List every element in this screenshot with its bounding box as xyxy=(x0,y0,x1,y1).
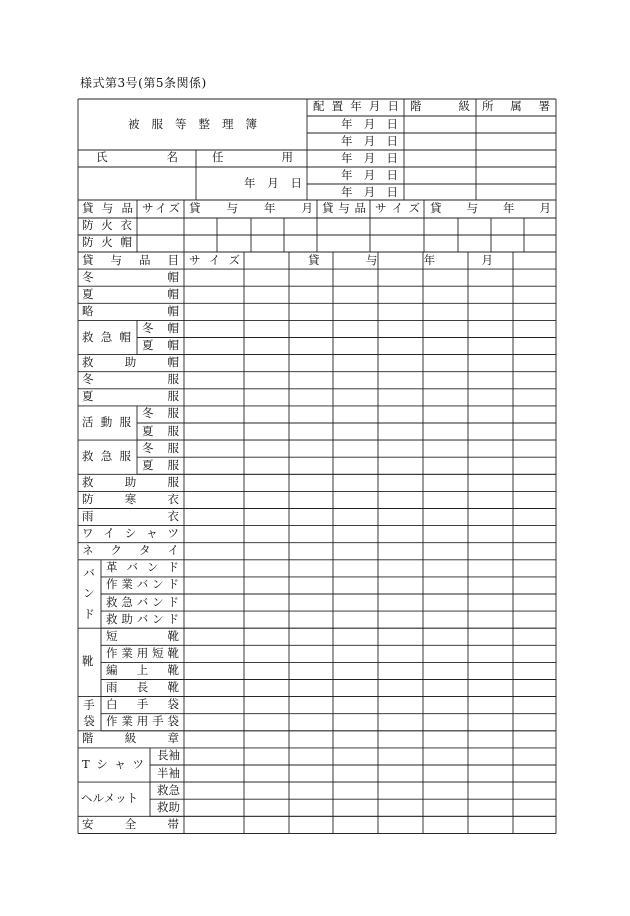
s2-item-13: ネ ク タ イ xyxy=(82,543,179,558)
s2-group-3: 救 急 帽 xyxy=(82,329,131,344)
book-title: 被 服 等 整 理 簿 xyxy=(128,117,257,131)
s1-col-date-2: 貸 与 年 月 xyxy=(430,201,551,215)
ymd-label: 年 月 日 xyxy=(341,168,398,182)
s2-group-14: バ ン ド xyxy=(83,565,95,621)
s1-col-item-2: 貸 与 品 xyxy=(322,201,366,215)
s2-group-16: 手 袋 xyxy=(83,697,95,729)
s2-col-size: サ イ ズ xyxy=(189,252,240,267)
s2-group-19: ヘルメット xyxy=(81,791,139,806)
ymd-label: 年 月 日 xyxy=(341,134,398,148)
s2-group-7: 活 動 服 xyxy=(82,415,131,429)
s2-item-17: 階 級 章 xyxy=(82,731,179,746)
s2-sub-15-1: 作 業 用 短 靴 xyxy=(106,645,179,660)
shozoku-label: 所 属 署 xyxy=(482,99,550,113)
s2-sub-19-0: 救急 xyxy=(157,782,180,797)
s2-sub-16-1: 作 業 用 手 袋 xyxy=(106,714,179,729)
s2-sub-7-0: 冬 服 xyxy=(142,406,179,421)
kaikyu-label: 階 級 xyxy=(410,99,470,113)
s2-col-date: 貸 与 年 月 xyxy=(308,252,493,267)
haichi-date-label: 配 置 年 月 日 xyxy=(313,99,399,113)
s1-row-bouka-i: 防 火 衣 xyxy=(82,218,132,232)
s2-col-item: 貸 与 品 目 xyxy=(82,252,179,267)
ninyo-date-label: 年 月 日 xyxy=(244,176,302,190)
s2-sub-14-1: 作 業 バ ン ド xyxy=(106,577,179,592)
s2-item-2: 略 帽 xyxy=(82,303,179,318)
s2-group-8: 救 急 服 xyxy=(82,449,131,464)
s1-col-size: サ イ ズ xyxy=(142,201,180,215)
s2-sub-8-0: 冬 服 xyxy=(142,440,179,455)
s2-sub-3-0: 冬 帽 xyxy=(142,320,179,335)
form-title: 様式第3号(第5条関係) xyxy=(80,76,207,90)
s2-item-1: 夏 帽 xyxy=(82,286,179,301)
s2-item-11: 雨 衣 xyxy=(82,509,179,524)
s2-item-6: 夏 服 xyxy=(82,389,179,404)
s2-sub-7-1: 夏 服 xyxy=(142,423,179,438)
s1-row-bouka-bou: 防 火 帽 xyxy=(82,235,132,249)
s2-item-4: 救 助 帽 xyxy=(82,355,179,370)
s2-sub-3-1: 夏 帽 xyxy=(142,338,179,353)
ymd-label: 年 月 日 xyxy=(341,185,398,199)
s2-sub-14-0: 革 バ ン ド xyxy=(106,560,179,575)
s2-sub-16-0: 白 手 袋 xyxy=(106,697,179,712)
s2-sub-15-3: 雨 長 靴 xyxy=(106,680,179,695)
s2-item-12: ワ イ シ ャ ツ xyxy=(82,526,179,541)
ymd-label: 年 月 日 xyxy=(341,151,398,165)
s2-sub-19-1: 救助 xyxy=(157,799,180,814)
s2-sub-15-0: 短 靴 xyxy=(106,628,179,643)
s2-sub-8-1: 夏 服 xyxy=(142,457,179,472)
s2-sub-18-1: 半袖 xyxy=(157,765,180,780)
shimei-label: 氏 名 xyxy=(96,150,178,164)
ymd-label: 年 月 日 xyxy=(341,117,398,131)
s2-item-20: 安 全 帯 xyxy=(82,816,179,831)
s2-item-5: 冬 服 xyxy=(82,372,179,387)
s2-sub-14-2: 救 急 バ ン ド xyxy=(106,594,179,609)
s2-sub-18-0: 長袖 xyxy=(157,748,180,763)
ninyo-label: 任 用 xyxy=(212,150,293,164)
s1-col-item: 貸 与 品 xyxy=(82,201,133,215)
s1-col-size-2: サ イ ズ xyxy=(375,201,420,215)
s2-item-9: 救 助 服 xyxy=(82,474,179,489)
s2-item-0: 冬 帽 xyxy=(82,269,179,284)
s2-sub-15-2: 編 上 靴 xyxy=(106,662,179,677)
s2-item-10: 防 寒 衣 xyxy=(82,491,179,506)
s2-group-18: T シ ャ ツ xyxy=(82,757,144,771)
s1-col-date: 貸 与 年 月 xyxy=(189,201,313,215)
s2-sub-14-3: 救 助 バ ン ド xyxy=(106,611,179,626)
s2-group-15: 靴 xyxy=(82,654,94,669)
